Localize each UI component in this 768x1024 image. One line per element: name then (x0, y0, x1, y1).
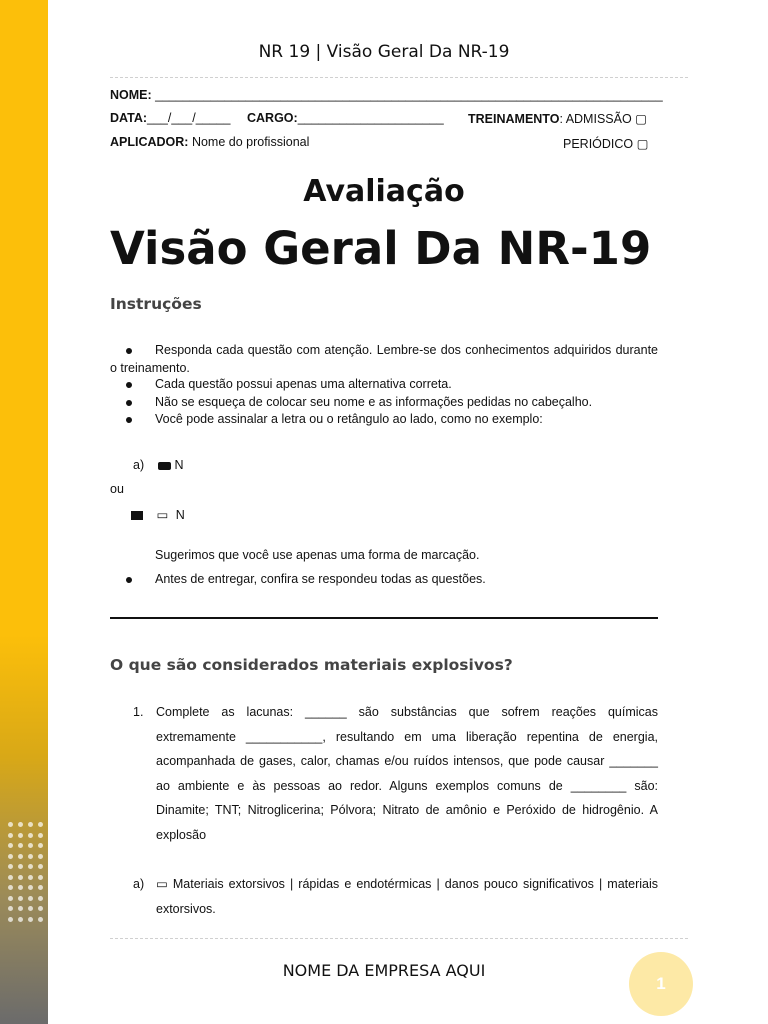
data-field[interactable]: ___/___/_____ (147, 111, 231, 125)
dot (18, 833, 23, 838)
example-a-option (158, 458, 184, 472)
instructions-heading: Instruções (110, 295, 202, 313)
instruction-last: Antes de entregar, confira se respondeu todas as questões. (155, 572, 486, 586)
cargo-label: CARGO: (247, 111, 298, 125)
page-number: 1 (656, 974, 666, 993)
question-text: Complete as lacunas: ______ são substâncias que sofrem reações químicas extremamente ___________, resultando em uma liberação repentina de energia, acompanhada de gases, calor, chamas e/ou ruídos intensos, que pode causar _______ ao ambiente e às pessoas ao redor. Alguns exemplos comuns de ________ são: Dinamite; TNT; Nitroglicerina; Pólvora; Nitrato de amônio e Peróxido de hidrogênio. A explosão (156, 705, 658, 842)
dot (28, 875, 33, 880)
example-a-text: N (174, 458, 184, 472)
dot (28, 885, 33, 890)
title-main: Visão Geral Da NR-19 (110, 222, 652, 275)
dot (28, 906, 33, 911)
yellow-sidebar (0, 0, 48, 1024)
bullet-icon (126, 400, 132, 406)
dot (18, 843, 23, 848)
title-avaliacao: Avaliação (303, 174, 465, 209)
dot (28, 854, 33, 859)
option-letter[interactable]: a) (133, 877, 145, 891)
instruction-4: Você pode assinalar a letra ou o retângulo ao lado, como no exemplo: (155, 412, 543, 426)
instruction-2: Cada questão possui apenas uma alternativa correta. (155, 377, 452, 391)
dot (38, 843, 43, 848)
dot (28, 843, 33, 848)
ou-text: ou (110, 482, 124, 496)
dot (18, 875, 23, 880)
dot (18, 917, 23, 922)
dot (18, 906, 23, 911)
bullet-icon (126, 382, 132, 388)
dot (38, 906, 43, 911)
dot (28, 896, 33, 901)
nome-field[interactable]: _________________________________________________________________________ (155, 88, 663, 102)
data-row (110, 111, 230, 125)
periodico-checkbox[interactable]: PERIÓDICO ▢ (563, 137, 649, 151)
section-divider (110, 617, 658, 619)
cargo-field[interactable]: _____________________ (297, 111, 444, 125)
example-b-text: N (175, 508, 185, 522)
instruction-1: Responda cada questão com atenção. Lembre-se dos conhecimentos adquiridos durante o treinamento. (110, 343, 658, 375)
dot (18, 896, 23, 901)
dot (38, 875, 43, 880)
dot (8, 833, 13, 838)
dot (18, 885, 23, 890)
admissao-checkbox[interactable]: : ADMISSÃO ▢ (559, 112, 647, 126)
question-number: 1. (133, 705, 144, 719)
dot (8, 822, 13, 827)
aplicador-row (110, 135, 309, 149)
filled-checkbox-icon (158, 462, 171, 470)
suggest-text: Sugerimos que você use apenas uma forma de marcação. (155, 548, 480, 562)
bullet-icon (126, 577, 132, 583)
instruction-3: Não se esqueça de colocar seu nome e as informações pedidas no cabeçalho. (155, 395, 593, 409)
footer-divider (110, 938, 688, 939)
nome-row (110, 88, 663, 102)
dot (18, 854, 23, 859)
dot (18, 822, 23, 827)
dot-pattern (6, 822, 44, 930)
dot (8, 875, 13, 880)
header-title: NR 19 | Visão Geral Da NR-19 (258, 42, 510, 62)
treinamento-row (468, 111, 647, 126)
dot (28, 833, 33, 838)
dot (38, 822, 43, 827)
dot (38, 864, 43, 869)
dot (28, 864, 33, 869)
dot (38, 896, 43, 901)
example-b-option (131, 507, 185, 522)
header-divider (110, 77, 688, 78)
dot (18, 864, 23, 869)
treinamento-label: TREINAMENTO (468, 112, 560, 126)
section-heading: O que são considerados materiais explosivos? (110, 656, 513, 674)
page-number-badge (629, 952, 693, 1016)
company-name: NOME DA EMPRESA AQUI (282, 961, 486, 980)
dot (8, 864, 13, 869)
marked-letter-icon (131, 511, 143, 520)
option-a[interactable] (156, 872, 658, 921)
dot (38, 833, 43, 838)
dot (28, 822, 33, 827)
dot (38, 885, 43, 890)
option-text: Materiais extorsivos | rápidas e endotérmicas | danos pouco significativos | materiais extorsivos. (156, 877, 658, 916)
cargo-row (247, 111, 444, 125)
option-checkbox[interactable]: ▭ (156, 877, 168, 891)
example-a-letter: a) (133, 458, 145, 472)
dot (8, 843, 13, 848)
data-label: DATA: (110, 111, 148, 125)
nome-label: NOME: (110, 88, 152, 102)
dot (8, 917, 13, 922)
dot (8, 906, 13, 911)
dot (8, 896, 13, 901)
dot (8, 885, 13, 890)
empty-checkbox-icon: ▭ (156, 508, 169, 522)
dot (38, 854, 43, 859)
bullet-icon (126, 417, 132, 423)
aplicador-value: Nome do profissional (191, 135, 310, 149)
dot (38, 917, 43, 922)
aplicador-label: APLICADOR: (110, 135, 189, 149)
dot (8, 854, 13, 859)
dot (28, 917, 33, 922)
